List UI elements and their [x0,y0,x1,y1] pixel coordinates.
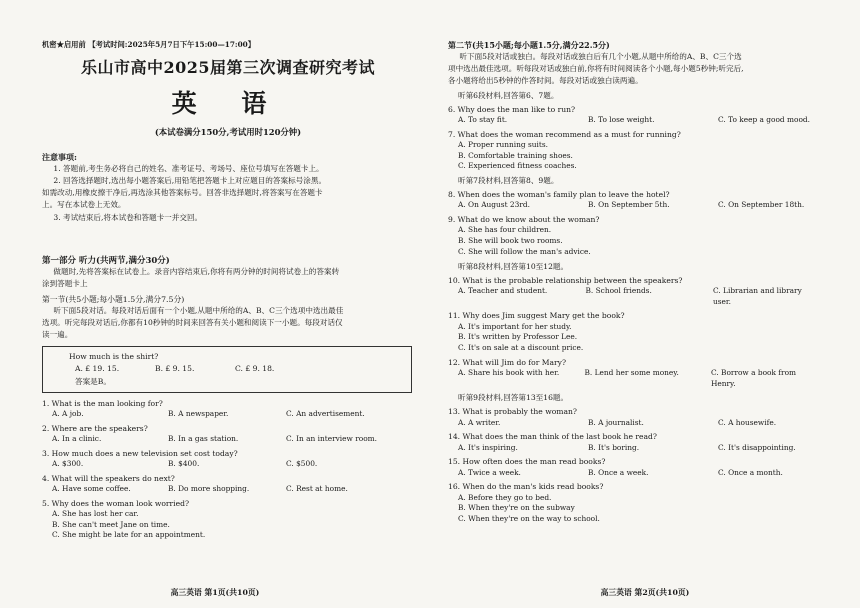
option-c: C. Rest at home. [286,483,348,493]
section2-instructions: 项中选出最佳选项。听每段对话或独白前,你将有时间阅读各个小题,每小题5秒钟;听完后, [448,64,744,74]
option-a: A. It's inspiring. [458,442,518,452]
question: 5. Why does the woman look worried? [42,498,190,508]
page-footer-left: 高三英语 第1页(共10页) [170,588,260,597]
section2-heading: 第二节(共15小题;每小题1.5分,满分22.5分) [448,40,610,50]
option-a: A. $300. [52,458,84,468]
example-option-a: A. £ 19. 15. [75,364,120,374]
question: 10. What is the probable relationship between the speakers? [448,275,683,285]
option-c: C. Borrow a book from Henry. [710,367,797,388]
score-info: (本试卷满分150分,考试用时120分钟) [154,127,302,137]
option-c: C. Once a month. [718,467,783,477]
option-a: A. Before they go to bed. [458,492,552,502]
question: 3. How much does a new television set cost today? [42,448,238,458]
option-b: B. In a gas station. [168,433,239,443]
option-c: C. A housewife. [718,417,777,427]
options-row [448,115,820,126]
option-a: A. A job. [52,408,84,418]
option-c: C. On September 18th. [718,200,805,210]
question: 8. When does the woman's family plan to leave the hotel? [448,190,670,200]
option-a: A. Proper running suits. [458,139,549,149]
option-c: C. Librarian and library user. [712,285,802,306]
option-c: C. She might be late for an appointment. [52,530,206,540]
option-c: C. It's on sale at a discount price. [458,342,584,352]
notes-heading: 注意事项: [42,152,77,162]
option-b: B. A newspaper. [168,408,229,418]
options-row [42,434,414,445]
example-answer: 答案是B。 [75,376,111,386]
option-a: A. It's important for her study. [458,321,572,331]
option-b: B. School friends. [585,285,652,295]
question: 9. What do we know about the woman? [448,215,600,225]
material-instruction: 听第6段材料,回答第6、7题。 [458,90,559,100]
option-a: A. To stay fit. [458,114,508,124]
note-line: 1. 答题前,考生务必将自己的姓名、准考证号、考场号、座位号填写在答题卡上。 [53,164,324,173]
option-a: A. Have some coffee. [52,483,131,493]
section1-questions [42,399,414,495]
option-b: B. Lend her some money. [584,367,679,377]
option-a: A. On August 23rd. [458,200,530,210]
note-line: 2. 回答选择题时,选出每小题答案后,用铅笔把答题卡上对应题目的答案标号涂黑。 [53,176,327,186]
option-b: B. When they're on the subway [458,503,575,513]
option-c: C. Experienced fitness coaches. [458,161,577,171]
option-b: B. Comfortable training shoes. [458,150,573,160]
option-a: A. She has four children. [458,225,552,235]
option-c: C. It's disappointing. [718,442,796,452]
option-b: B. Once a week. [588,467,649,477]
option-a: A. She has lost her car. [52,508,139,518]
note-line: 3. 考试结束后,将本试卷和答题卡一并交回。 [53,212,203,222]
section1-heading: 第一节(共5小题;每小题1.5分,满分7.5分) [42,294,185,304]
option-b: B. To lose weight. [588,114,655,124]
option-c: C. To keep a good mood. [718,114,811,124]
options-row [448,468,820,479]
option-b: B. She will book two rooms. [458,236,563,246]
question: 12. What will Jim do for Mary? [448,357,567,367]
option-a: A. Twice a week. [458,467,521,477]
example-box [42,346,412,392]
example-option-b: B. £ 9. 15. [155,364,195,374]
option-b: B. She can't meet Jane on time. [52,519,170,529]
section2-instructions: 各小题将给出5秒钟的作答时间。每段对话或独白读两遍。 [448,75,643,85]
note-line: 上。写在本试卷上无效。 [42,200,126,210]
options-row [448,286,820,307]
option-a: A. Teacher and student. [458,285,548,295]
question: 2. Where are the speakers? [42,423,148,433]
option-b: B. It's boring. [588,442,640,452]
section1-instructions: 读一遍。 [42,329,73,339]
question: 1. What is the man looking for? [42,398,163,408]
options-row [448,418,820,429]
part1-intro: 做题时,先将答案标在试卷上。录音内容结束后,你将有两分钟的时间将试卷上的答案转 [53,266,340,276]
options-row [42,484,414,495]
question: 4. What will the speakers do next? [42,473,175,483]
option-b: B. On September 5th. [588,200,670,210]
option-b: B. $400. [168,458,200,468]
option-a: A. In a clinic. [52,433,102,443]
question: 14. What does the man think of the last book he read? [448,432,657,442]
section2-groups [448,90,820,525]
section1-instructions: 听下面5段对话。每段对话后面有一个小题,从题中所给的A、B、C三个选项中选出最佳 [53,305,344,315]
options-row [42,459,414,470]
option-b: B. It's written by Professor Lee. [458,332,578,342]
exam-title: 乐山市高中2025届第三次调查研究考试 [80,58,376,77]
example-option-c: C. £ 9. 18. [235,364,275,374]
question: 11. Why does Jim suggest Mary get the book? [448,311,625,321]
question: 15. How often does the man read books? [448,457,606,467]
option-c: C. An advertisement. [286,408,365,418]
options-row [448,443,820,454]
question: 13. What is probably the woman? [448,407,577,417]
option-b: B. A journalist. [588,417,644,427]
option-c: C. In an interview room. [286,433,378,443]
note-line: 如需改动,用橡皮擦干净后,再选涂其他答案标号。回答非选择题时,将答案写在答题卡 [42,188,323,198]
page-footer-right: 高三英语 第2页(共10页) [600,588,690,597]
section2-instructions: 听下面5段对话或独白。每段对话或独白后有几个小题,从题中所给的A、B、C三个选 [459,52,742,61]
question: 6. Why does the man like to run? [448,104,576,114]
subject-title: 英 语 [171,89,285,118]
option-a: A. Share his book with her. [458,367,560,377]
material-instruction: 听第7段材料,回答第8、9题。 [458,176,559,186]
confidential-line: 机密★启用前 【考试时间:2025年5月7日下午15:00—17:00】 [42,40,256,49]
option-b: B. Do more shopping. [168,483,250,493]
section1-instructions: 选项。听完每段对话后,你都有10秒钟的时间来回答有关小题和阅读下一小题。每段对话仅 [42,317,343,327]
material-instruction: 听第8段材料,回答第10至12题。 [458,261,569,271]
options-row [448,200,820,211]
part1-heading: 第一部分 听力(共两节,满分30分) [42,255,170,266]
question: 7. What does the woman recommend as a must for running? [448,129,681,139]
option-c: C. When they're on the way to school. [458,514,600,524]
option-a: A. A writer. [458,417,501,427]
example-question: How much is the shirt? [69,352,159,362]
option-c: C. She will follow the man's advice. [458,246,591,256]
right-page [430,0,860,608]
options-row [42,409,414,420]
part1-intro: 涂到答题卡上 [42,278,88,288]
option-c: C. $500. [286,458,318,468]
options-row [448,368,820,389]
material-instruction: 听第9段材料,回答第13至16题。 [458,393,569,403]
question: 16. When do the man's kids read books? [448,482,604,492]
